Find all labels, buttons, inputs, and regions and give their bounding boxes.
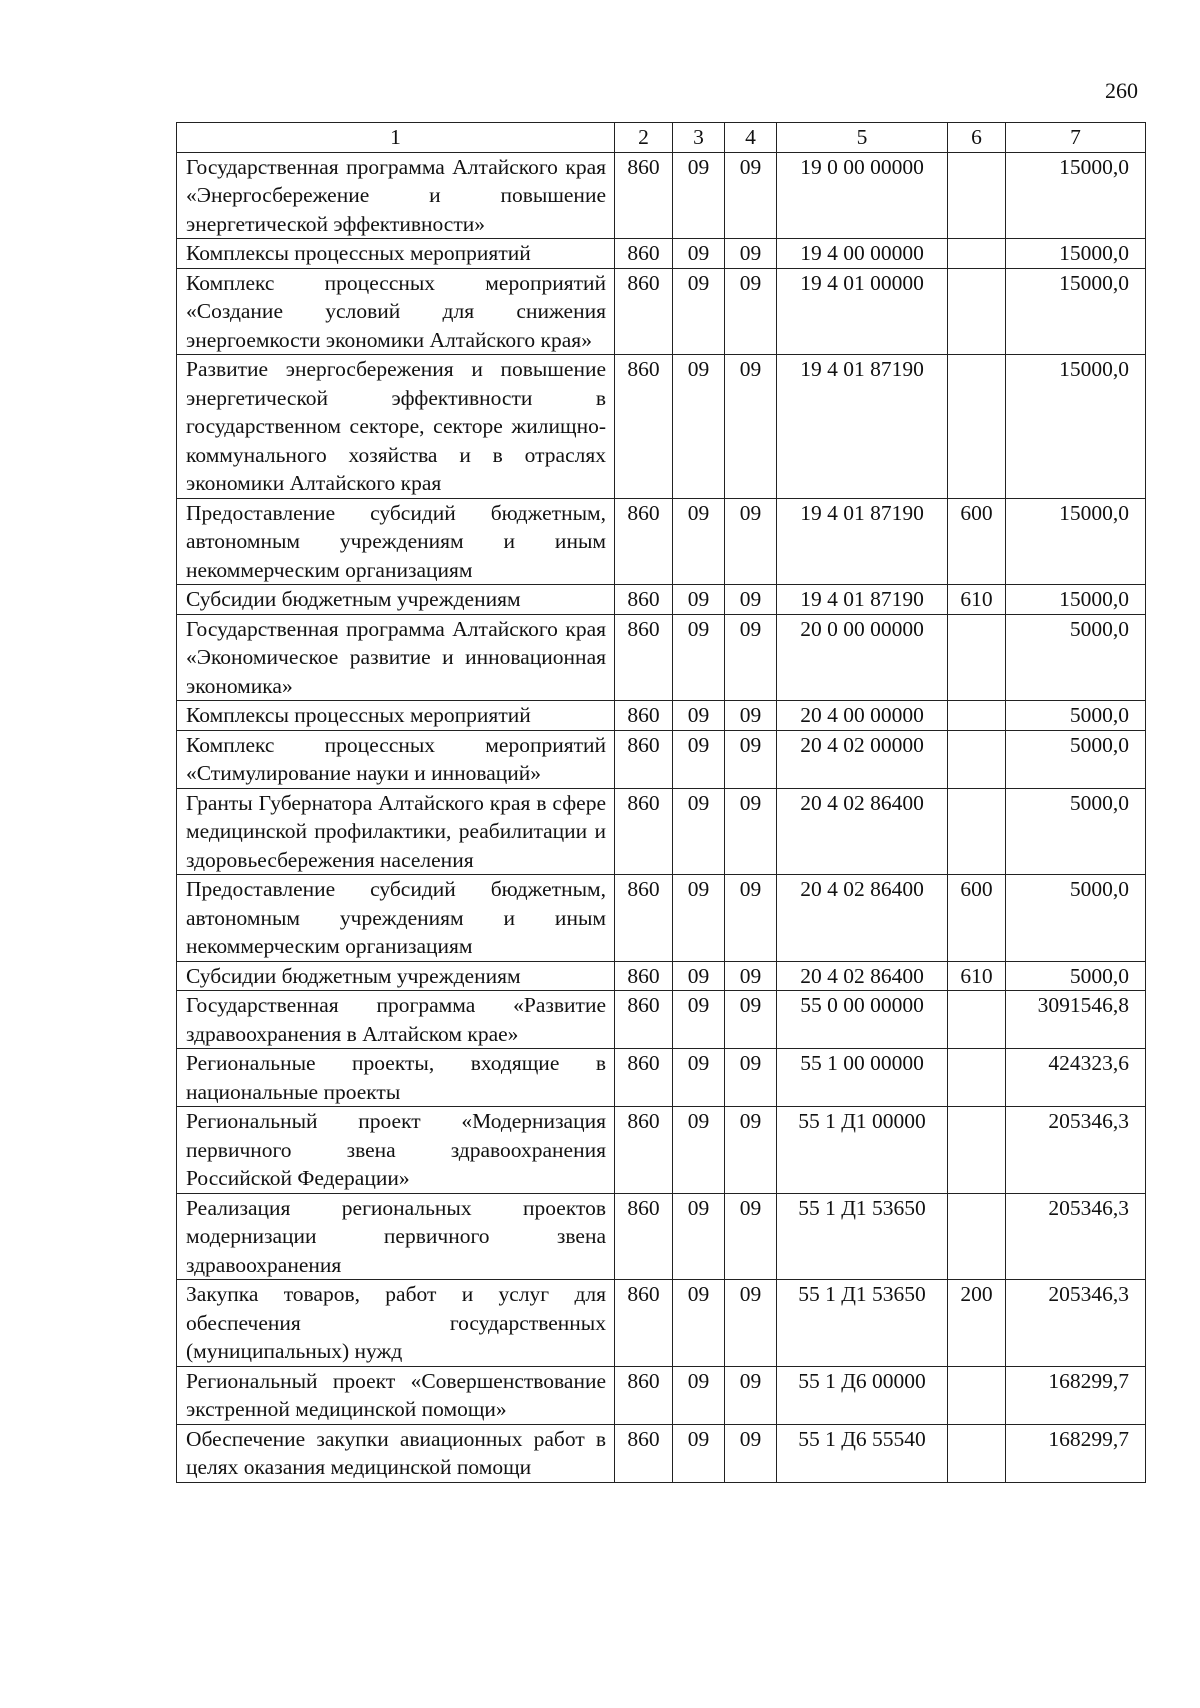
subsection-code-cell: 09: [725, 1107, 777, 1194]
amount-cell: 15000,0: [1006, 152, 1146, 239]
target-article-cell: 55 1 Д1 53650: [777, 1193, 948, 1280]
subsection-code-cell: 09: [725, 268, 777, 355]
expense-type-cell: [948, 701, 1006, 731]
expense-type-cell: [948, 1049, 1006, 1107]
section-code-cell: 09: [673, 730, 725, 788]
min-code-cell: 860: [615, 239, 673, 269]
table-row: [177, 875, 1146, 962]
subsection-code-cell: 09: [725, 991, 777, 1049]
col-header: 2: [615, 123, 673, 153]
expense-type-cell: [948, 1193, 1006, 1280]
min-code-cell: 860: [615, 730, 673, 788]
subsection-code-cell: 09: [725, 239, 777, 269]
min-code-cell: 860: [615, 498, 673, 585]
item-name-cell: Реализация региональных проектов модернизации первичного звена здравоохранения: [177, 1193, 615, 1280]
amount-cell: 15000,0: [1006, 498, 1146, 585]
table-row: [177, 1193, 1146, 1280]
subsection-code-cell: 09: [725, 730, 777, 788]
target-article-cell: 19 4 01 87190: [777, 498, 948, 585]
table-row: [177, 1366, 1146, 1424]
min-code-cell: 860: [615, 1424, 673, 1482]
item-name-cell: Региональный проект «Модернизация первичного звена здравоохранения Российской Федерации»: [177, 1107, 615, 1194]
section-code-cell: 09: [673, 152, 725, 239]
amount-cell: 15000,0: [1006, 355, 1146, 499]
section-code-cell: 09: [673, 1049, 725, 1107]
target-article-cell: 20 4 02 86400: [777, 875, 948, 962]
section-code-cell: 09: [673, 585, 725, 615]
target-article-cell: 19 4 01 00000: [777, 268, 948, 355]
table-row: [177, 1049, 1146, 1107]
item-name-cell: Комплекс процессных мероприятий «Стимулирование науки и инноваций»: [177, 730, 615, 788]
amount-cell: 205346,3: [1006, 1107, 1146, 1194]
target-article-cell: 20 4 02 86400: [777, 788, 948, 875]
target-article-cell: 55 1 Д6 00000: [777, 1366, 948, 1424]
target-article-cell: 55 1 Д1 53650: [777, 1280, 948, 1367]
item-name-cell: Предоставление субсидий бюджетным, автономным учреждениям и иным некоммерческим организациям: [177, 498, 615, 585]
amount-cell: 5000,0: [1006, 730, 1146, 788]
page-number: 260: [1105, 78, 1138, 103]
section-code-cell: 09: [673, 788, 725, 875]
amount-cell: 168299,7: [1006, 1424, 1146, 1482]
col-header: 5: [777, 123, 948, 153]
target-article-cell: 20 4 02 86400: [777, 961, 948, 991]
target-article-cell: 20 4 00 00000: [777, 701, 948, 731]
amount-cell: 205346,3: [1006, 1280, 1146, 1367]
expense-type-cell: [948, 1366, 1006, 1424]
table-row: [177, 355, 1146, 499]
expense-type-cell: [948, 788, 1006, 875]
subsection-code-cell: 09: [725, 788, 777, 875]
target-article-cell: 19 4 01 87190: [777, 585, 948, 615]
subsection-code-cell: 09: [725, 875, 777, 962]
subsection-code-cell: 09: [725, 498, 777, 585]
target-article-cell: 55 1 Д6 55540: [777, 1424, 948, 1482]
table-body: [177, 152, 1146, 1482]
table-row: [177, 991, 1146, 1049]
expense-type-cell: [948, 268, 1006, 355]
section-code-cell: 09: [673, 875, 725, 962]
min-code-cell: 860: [615, 1049, 673, 1107]
table-row: [177, 239, 1146, 269]
table-row: [177, 614, 1146, 701]
min-code-cell: 860: [615, 961, 673, 991]
amount-cell: 15000,0: [1006, 585, 1146, 615]
table-row: [177, 268, 1146, 355]
amount-cell: 205346,3: [1006, 1193, 1146, 1280]
table-row: [177, 701, 1146, 731]
subsection-code-cell: 09: [725, 1049, 777, 1107]
expense-type-cell: [948, 614, 1006, 701]
expense-type-cell: [948, 152, 1006, 239]
item-name-cell: Развитие энергосбережения и повышение энергетической эффективности в государственном секторе, секторе жилищно-коммунального хозяйства и в отраслях экономики Алтайского края: [177, 355, 615, 499]
item-name-cell: Государственная программа «Развитие здравоохранения в Алтайском крае»: [177, 991, 615, 1049]
table-row: [177, 788, 1146, 875]
section-code-cell: 09: [673, 1107, 725, 1194]
col-header: 1: [177, 123, 615, 153]
expense-type-cell: 600: [948, 875, 1006, 962]
section-code-cell: 09: [673, 614, 725, 701]
expense-type-cell: 200: [948, 1280, 1006, 1367]
target-article-cell: 19 0 00 00000: [777, 152, 948, 239]
section-code-cell: 09: [673, 1366, 725, 1424]
target-article-cell: 20 4 02 00000: [777, 730, 948, 788]
item-name-cell: Гранты Губернатора Алтайского края в сфере медицинской профилактики, реабилитации и здоровьесбережения населения: [177, 788, 615, 875]
expense-type-cell: [948, 730, 1006, 788]
amount-cell: 5000,0: [1006, 614, 1146, 701]
table-row: [177, 152, 1146, 239]
section-code-cell: 09: [673, 961, 725, 991]
amount-cell: 5000,0: [1006, 961, 1146, 991]
item-name-cell: Комплексы процессных мероприятий: [177, 239, 615, 269]
item-name-cell: Субсидии бюджетным учреждениям: [177, 585, 615, 615]
target-article-cell: 55 1 Д1 00000: [777, 1107, 948, 1194]
target-article-cell: 55 0 00 00000: [777, 991, 948, 1049]
budget-table: [176, 122, 1146, 1483]
table-row: [177, 585, 1146, 615]
subsection-code-cell: 09: [725, 1424, 777, 1482]
amount-cell: 5000,0: [1006, 701, 1146, 731]
table-row: [177, 961, 1146, 991]
expense-type-cell: 610: [948, 961, 1006, 991]
col-header: 4: [725, 123, 777, 153]
target-article-cell: 19 4 00 00000: [777, 239, 948, 269]
section-code-cell: 09: [673, 1280, 725, 1367]
section-code-cell: 09: [673, 239, 725, 269]
table-row: [177, 1107, 1146, 1194]
section-code-cell: 09: [673, 991, 725, 1049]
table-row: [177, 1280, 1146, 1367]
amount-cell: 5000,0: [1006, 875, 1146, 962]
subsection-code-cell: 09: [725, 1280, 777, 1367]
item-name-cell: Государственная программа Алтайского края «Энергосбережение и повышение энергетической эффективности»: [177, 152, 615, 239]
section-code-cell: 09: [673, 1193, 725, 1280]
section-code-cell: 09: [673, 701, 725, 731]
expense-type-cell: [948, 1107, 1006, 1194]
min-code-cell: 860: [615, 1107, 673, 1194]
min-code-cell: 860: [615, 585, 673, 615]
amount-cell: 15000,0: [1006, 268, 1146, 355]
min-code-cell: 860: [615, 875, 673, 962]
subsection-code-cell: 09: [725, 1193, 777, 1280]
item-name-cell: Комплекс процессных мероприятий «Создание условий для снижения энергоемкости экономики Алтайского края»: [177, 268, 615, 355]
item-name-cell: Субсидии бюджетным учреждениям: [177, 961, 615, 991]
section-code-cell: 09: [673, 355, 725, 499]
expense-type-cell: [948, 239, 1006, 269]
table-row: [177, 730, 1146, 788]
target-article-cell: 20 0 00 00000: [777, 614, 948, 701]
expense-type-cell: [948, 991, 1006, 1049]
item-name-cell: Обеспечение закупки авиационных работ в целях оказания медицинской помощи: [177, 1424, 615, 1482]
item-name-cell: Региональный проект «Совершенствование экстренной медицинской помощи»: [177, 1366, 615, 1424]
subsection-code-cell: 09: [725, 614, 777, 701]
amount-cell: 5000,0: [1006, 788, 1146, 875]
col-header: 6: [948, 123, 1006, 153]
target-article-cell: 55 1 00 00000: [777, 1049, 948, 1107]
subsection-code-cell: 09: [725, 961, 777, 991]
expense-type-cell: 600: [948, 498, 1006, 585]
table-row: [177, 1424, 1146, 1482]
min-code-cell: 860: [615, 1280, 673, 1367]
min-code-cell: 860: [615, 614, 673, 701]
amount-cell: 3091546,8: [1006, 991, 1146, 1049]
min-code-cell: 860: [615, 991, 673, 1049]
amount-cell: 15000,0: [1006, 239, 1146, 269]
min-code-cell: 860: [615, 1366, 673, 1424]
subsection-code-cell: 09: [725, 585, 777, 615]
amount-cell: 168299,7: [1006, 1366, 1146, 1424]
subsection-code-cell: 09: [725, 701, 777, 731]
item-name-cell: Закупка товаров, работ и услуг для обеспечения государственных (муниципальных) нужд: [177, 1280, 615, 1367]
subsection-code-cell: 09: [725, 355, 777, 499]
min-code-cell: 860: [615, 355, 673, 499]
expense-type-cell: [948, 1424, 1006, 1482]
item-name-cell: Комплексы процессных мероприятий: [177, 701, 615, 731]
col-header: 3: [673, 123, 725, 153]
item-name-cell: Предоставление субсидий бюджетным, автономным учреждениям и иным некоммерческим организациям: [177, 875, 615, 962]
header-row: [177, 123, 1146, 153]
min-code-cell: 860: [615, 701, 673, 731]
min-code-cell: 860: [615, 1193, 673, 1280]
section-code-cell: 09: [673, 1424, 725, 1482]
expense-type-cell: [948, 355, 1006, 499]
subsection-code-cell: 09: [725, 152, 777, 239]
target-article-cell: 19 4 01 87190: [777, 355, 948, 499]
item-name-cell: Региональные проекты, входящие в национальные проекты: [177, 1049, 615, 1107]
section-code-cell: 09: [673, 268, 725, 355]
min-code-cell: 860: [615, 788, 673, 875]
subsection-code-cell: 09: [725, 1366, 777, 1424]
min-code-cell: 860: [615, 152, 673, 239]
section-code-cell: 09: [673, 498, 725, 585]
min-code-cell: 860: [615, 268, 673, 355]
amount-cell: 424323,6: [1006, 1049, 1146, 1107]
item-name-cell: Государственная программа Алтайского края «Экономическое развитие и инновационная экономика»: [177, 614, 615, 701]
expense-type-cell: 610: [948, 585, 1006, 615]
table-row: [177, 498, 1146, 585]
col-header: 7: [1006, 123, 1146, 153]
